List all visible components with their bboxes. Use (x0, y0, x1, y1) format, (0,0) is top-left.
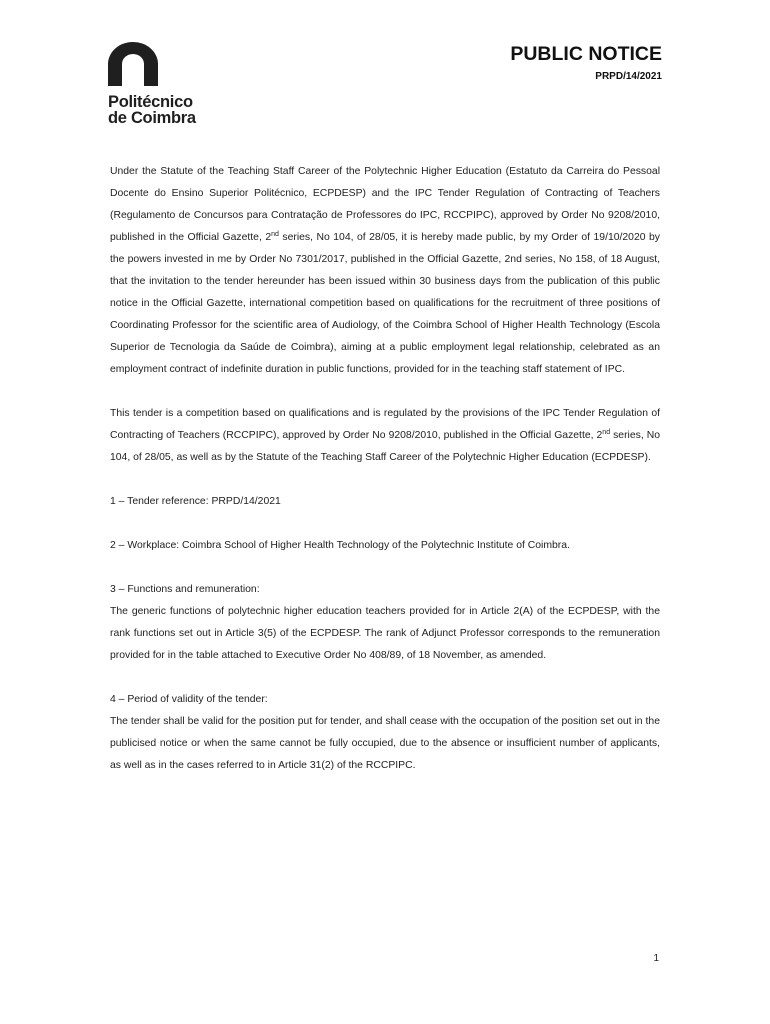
intro-text-a: Under the Statute of the Teaching Staff Career of the Polytechnic Higher Education (Estatuto da Carreira do Pessoal Docente do Ensino Superior Politécnico, ECPDESP) and the IPC Tender Regulation of Contracting of Teachers (Regulamento de Concursos para Contratação de Professores do IPC, RCCPIPC), approved by Order No 9208/2010, published in the Official Gazette, 2 (110, 166, 660, 243)
section-workplace: 2 – Workplace: Coimbra School of Higher Health Technology of the Polytechnic Institute of Coimbra. (110, 540, 570, 551)
intro-text-b: series, No 104, of 28/05, it is hereby made public, by my Order of 19/10/2020 by the powers invested in me by Order No 7301/2017, published in the Official Gazette, 2nd series, No 158, of 18 August, that the invitation to the tender hereunder has been issued within 30 business days from the publication of this public notice in the Official Gazette, international competition based on qualifications for the recruitment of three positions of Coordinating Professor for the scientific area of Audiology, of the Coimbra School of Higher Health Technology (Escola Superior de Tecnologia da Saúde de Coimbra), aiming at a public employment legal relationship, celebrated as an employment contract of indefinite duration in public functions, provided for in the teaching staff statement of IPC. (110, 232, 660, 375)
intro-superscript: nd (271, 231, 279, 238)
arch-logo-icon (108, 42, 158, 86)
regulation-text-a: This tender is a competition based on qualifications and is regulated by the provisions of the IPC Tender Regulation of Contracting of Teachers (RCCPIPC), approved by Order No 9208/2010, published in the Official Gazette, 2 (110, 408, 660, 441)
notice-body (110, 161, 660, 777)
institution-name (108, 94, 218, 126)
notice-reference: PRPD/14/2021 (595, 71, 662, 82)
section-validity-heading: 4 – Period of validity of the tender: (110, 694, 268, 705)
section-functions-heading: 3 – Functions and remuneration: (110, 584, 260, 595)
section-validity-text: The tender shall be valid for the position put for tender, and shall cease with the occupation of the position set out in the publicised notice or when the same cannot be fully occupied, due to the absence or insufficient number of applicants, as well as in the cases referred to in Article 31(2) of the RCCPIPC. (110, 716, 660, 771)
regulation-text-b: series, No 104, of 28/05, as well as by the Statute of the Teaching Staff Career of the Polytechnic Higher Education (ECPDESP). (110, 430, 661, 463)
page-number: 1 (653, 953, 659, 964)
regulation-superscript: nd (602, 429, 611, 436)
notice-header (510, 42, 662, 84)
intro-paragraph (110, 161, 660, 381)
notice-title: PUBLIC NOTICE (510, 43, 662, 65)
regulation-paragraph (110, 403, 660, 469)
section-tender-reference: 1 – Tender reference: PRPD/14/2021 (110, 496, 281, 507)
section-functions-text: The generic functions of polytechnic higher education teachers provided for in Article 2(A) of the ECPDESP, with the rank functions set out in Article 3(5) of the ECPDESP. The rank of Adjunct Professor corresponds to the remuneration provided for in the table attached to Executive Order No 408/89, of 18 November, as amended. (110, 606, 660, 661)
institution-logo (108, 42, 218, 126)
institution-name-line2: de Coimbra (108, 109, 196, 127)
institution-name-line1: Politécnico (108, 93, 193, 111)
